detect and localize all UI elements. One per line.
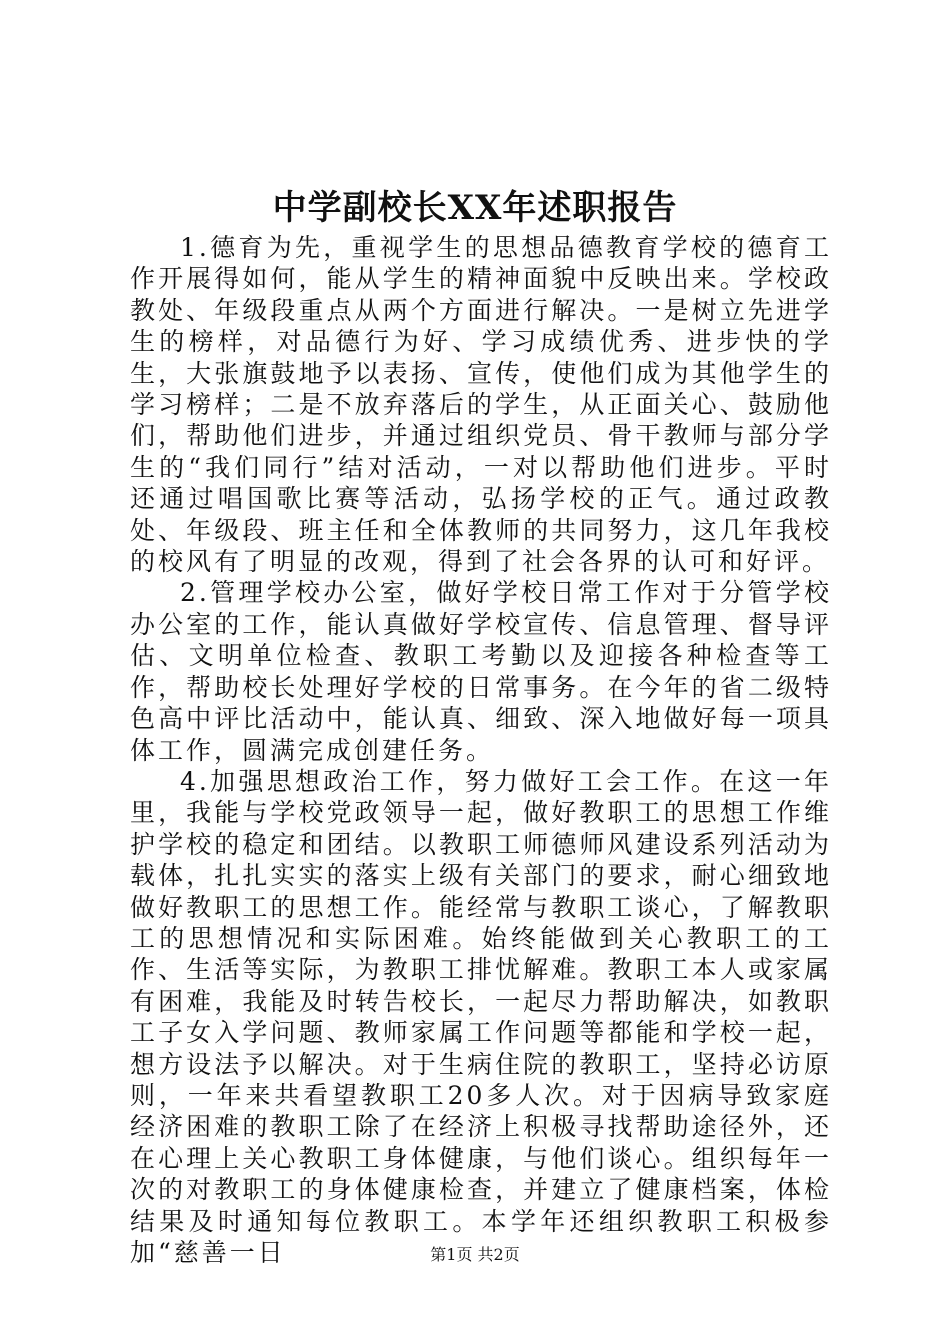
- paragraph-office-management: 2.管理学校办公室，做好学校日常工作对于分管学校办公室的工作，能认真做好学校宣传、信息管理、督导评估、文明单位检查、教职工考勤以及迎接各种检查等工作，帮助校长处理好学校的日常事务。在今年的省二级特色高中评比活动中，能认真、细致、深入地做好每一项具体工作，圆满完成创建任务。: [130, 578, 832, 765]
- paragraph-union-work: 4.加强思想政治工作，努力做好工会工作。在这一年里，我能与学校党政领导一起，做好教职工的思想工作维护学校的稳定和团结。以教职工师德师风建设系列活动为载体，扎扎实实的落实上级有关部门的要求，耐心细致地做好教职工的思想工作。能经常与教职工谈心，了解教职工的思想情况和实际困难。始终能做到关心教职工的工作、生活等实际，为教职工排忧解难。教职工本人或家属有困难，我能及时转告校长，一起尽力帮助解决，如教职工子女入学问题、教师家属工作问题等都能和学校一起，想方设法予以解决。对于生病住院的教职工，坚持必访原则，一年来共看望教职工20多人次。对于因病导致家庭经济困难的教职工除了在经济上积极寻找帮助途径外，还在心理上关心教职工身体健康，与他们谈心。组织每年一次的对教职工的身体健康检查，并建立了健康档案，体检结果及时通知每位教职工。本学年还组织教职工积极参加“慈善一日: [130, 766, 832, 1267]
- paragraph-moral-education: 1.德育为先，重视学生的思想品德教育学校的德育工作开展得如何，能从学生的精神面貌中反映出来。学校政教处、年级段重点从两个方面进行解决。一是树立先进学生的榜样，对品德行为好、学习成绩优秀、进步快的学生，大张旗鼓地予以表扬、宣传，使他们成为其他学生的学习榜样；二是不放弃落后的学生，从正面关心、鼓励他们，帮助他们进步，并通过组织党员、骨干教师与部分学生的“我们同行”结对活动，一对以帮助他们进步。平时还通过唱国歌比赛等活动，弘扬学校的正气。通过政教处、年级段、班主任和全体教师的共同努力，这几年我校的校风有了明显的改观，得到了社会各界的认可和好评。: [130, 233, 832, 577]
- page-footer: 第1页 共2页: [430, 1245, 520, 1264]
- document-title: 中学副校长XX年述职报告: [272, 188, 678, 228]
- document-body: [130, 232, 832, 1268]
